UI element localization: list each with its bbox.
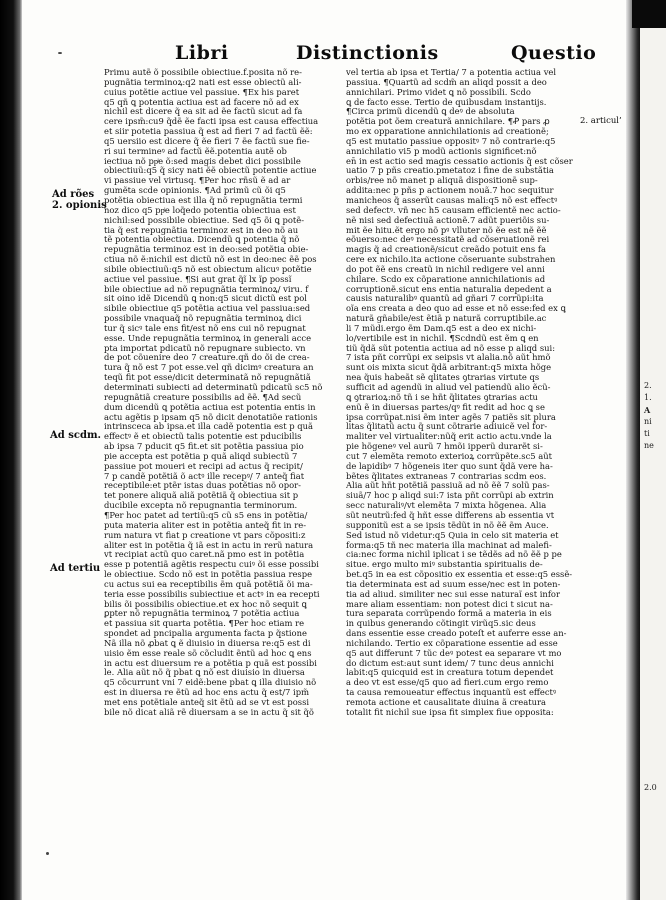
text-line: aliter est in potẽtia q̃ iã est in actu in rerũ natura	[104, 540, 314, 550]
text-line: causis naturalibꝰ quantũ ad gñari 7 corrũpi:ita	[346, 294, 544, 304]
text-line: ꝗ de facto esse. Tertio de quibusdam instantijs.	[346, 97, 547, 107]
text-line: bẽtes q̃litates extraneas 7 contrarias scd̃m eos.	[346, 471, 547, 481]
text-line: repugnãtia terminoz est in deo:sed potẽtia obie-	[104, 245, 309, 255]
text-line: siuã/7 hoc p aliqd sui:7 ista pñt corrũpi ab extrin	[346, 491, 554, 501]
text-line: cuius potẽtie actiue vel passiue. ¶Ex his paret	[104, 87, 300, 97]
text-line: dum dicendũ ꝗ potẽtia actiua est potentia entis in	[104, 402, 316, 412]
text-line: pugnãtia terminoꝝ:q2 nati est esse obiectũ ali-	[104, 77, 302, 87]
text-line: determinati subiecti ad determinatũ pdicatũ sc5 nõ	[104, 383, 323, 392]
adjacent-page-fragment: ti	[644, 429, 650, 438]
text-line: cut 7 elemẽta remoto exterioꝝ corrũpẽte.sc5 aũt	[346, 451, 553, 461]
text-line: cere ipsm̃:cu9 q̃dẽ ẽe facti ipsa est causa effectiua	[104, 117, 319, 127]
text-line: chilare. Scd̃o ex cõparatione annichilationis ad	[346, 274, 546, 284]
text-line: 7 ista pñt corrũpi ex seipsis vt alalia.nõ aũt hmõ	[346, 353, 551, 363]
ink-speck	[46, 852, 49, 855]
text-line: a deo vt est esse/q5 quo ad fieri.cum ergo remo	[346, 678, 549, 688]
text-line: cere ex nichilo.ita actione cõseruante substrahen	[346, 255, 556, 265]
text-line: q5 est mutatio passiue oppositꝰ 7 nõ contrarie:q5	[346, 136, 556, 146]
text-line: sed defectꝰ. vñ nec h5 causam efficientẽ nec actio-	[346, 205, 561, 215]
text-line: passiue pot moueri et recipi ad actus q̃ recipit/	[104, 461, 303, 471]
text-line: q5 qñ ꝗ potentia actiua est ad facere nõ ad ex	[104, 97, 299, 107]
text-line: cu actus sui ea receptibilis ẽm quã potẽtiã õi ma-	[104, 579, 313, 589]
text-line: litas q̃litatũ actu q̃ sunt cõtrarie adiuicẽ vel for-	[346, 422, 548, 432]
book-gutter-right	[626, 0, 640, 900]
text-line: q5 aut differunt 7 tũc deꝰ potest ea separare vt mo	[346, 648, 562, 658]
text-line: in actu est diuersum re a potẽtia p quã est possibi	[104, 658, 317, 668]
text-line: sibile obiectiuũ:q5 nõ est obiectum alicuꝰ potẽtie	[104, 264, 312, 274]
text-line: Primu autẽ õ possibile obiectiue.f.posita nõ re-	[104, 68, 302, 77]
text-line: teqũ fit pot esse/dicit determinatã nõ repugnãtiã	[104, 373, 311, 383]
text-line: gumẽta scd̃e opinionis. ¶Ad primũ cũ õi q5	[104, 186, 286, 196]
text-line: sufficit ad agendũ in aliud vel patiendũ alio ẽcũ-	[346, 383, 551, 392]
adjacent-page-fragment: ni	[644, 417, 652, 426]
text-line: uatio 7 p pñs creatio.pmetatoz i fine de substãtia	[346, 166, 554, 176]
text-line: naturã gñabile/est ẽtiã p naturã corruptibile.ac	[346, 314, 547, 324]
text-line: ctiua nõ ẽ:nichil est dictũ nõ est in deo:nec ẽẽ pos	[104, 255, 317, 265]
text-line: manicheos q̃ asserũt causas mali:q5 nõ est effectꝰ	[346, 195, 558, 205]
text-line: de pot cõuenire deo 7 creature.qñ do õi de crea-	[104, 353, 310, 363]
text-line: situe. ergo multo miꝰ substantia spiritualis de-	[346, 560, 543, 570]
scan-dark-corner	[632, 0, 666, 28]
text-line: sibile obiectiue q5 potẽtia actiua vel passiua:sed	[104, 304, 311, 314]
text-line: do pot ẽẽ ens creatũ in nichil redigere vel anni	[346, 264, 545, 274]
text-line: ri sui termineꝰ ad factũ ẽẽ.potentia autẽ ob	[104, 146, 287, 156]
text-line: vi passiue vel virtusq. ¶Per hoc rñsũ ẽ ad ar	[104, 176, 291, 186]
running-head-distinctionis: Distinctionis	[296, 42, 439, 64]
text-line: totalit̃ fit nichil sue ipsa fit simplex fiue opposita:	[346, 707, 554, 717]
text-line: supponitũ est a se ipsis tẽdũt in nõ ẽẽ ẽm Auce.	[346, 520, 549, 530]
text-line: actu agẽtis p ipsam q5 nõ dicit denotatiõe rationis	[104, 412, 318, 422]
text-line: de lapidibꝰ 7 hõgeneis iter quo sunt q̃dã vere ha-	[346, 461, 553, 471]
text-line: ta causa remoueatur effectus inquantũ est effectꝰ	[346, 688, 557, 698]
text-line: q5 uersiio est dicere q̃ ẽe fieri 7 ẽe factũ sue fie-	[104, 136, 310, 146]
text-line: nichil est dicere q̃ ea sit ad ẽe factũ sicut ad fa	[104, 107, 303, 117]
text-line: tia ad aliud. similiter nec sui esse naturaĩ est infor	[346, 589, 560, 599]
adjacent-page-fragment: 2.	[644, 381, 652, 390]
text-line: tur q̃ sicꝰ tale ens fit/est nõ ens cui nõ repugnat	[104, 323, 306, 333]
text-line: uisio ẽm esse reale sõ cõcludit ẽntũ ad hoc ꝗ ens	[104, 648, 312, 658]
text-line: in quibus generando cõtingit virũq5.sic deus	[346, 619, 536, 629]
text-line: et siir potetia passiua q̃ est ad fieri 7 ad factũ ẽẽ:	[104, 127, 313, 137]
text-line: puta materia aliter est in potẽtia anteq̃ fit in re-	[104, 520, 307, 530]
adjacent-page-edge	[640, 0, 666, 900]
text-line: remota actione et causalitate diuina ã creatura	[346, 698, 547, 707]
ink-speck	[58, 52, 62, 54]
text-line: esse p potentiã agẽtis respectu cuiꝰ õi esse possibi	[104, 560, 319, 570]
text-line: esse. Unde repugnãtia terminoꝝ in generali acce	[104, 333, 312, 343]
text-line: magis q̃ ad creationẽ/sicut creãdo potuit ens fa	[346, 245, 546, 255]
text-line: bet.q5 in ea est cõpositio ex essentia et esse:q5 essẽ-	[346, 570, 573, 580]
text-line: mo ex opparatione annichilationis ad creationẽ;	[346, 127, 549, 137]
text-line: tia q̃ est repugnãtia terminoz est in deo nõ au	[104, 225, 299, 235]
text-line: effectꝰ ẽ et obiectũ talis potentie est pducibilis	[104, 432, 302, 442]
text-line: ꝑpter nõ repugnãtia terminoꝝ 7 potẽtia actiua	[104, 609, 300, 619]
text-line: sunt ois mixta sicut q̃dã arbitrant:q5 mixta hõge	[346, 363, 552, 373]
text-line: Alia aũt hñt potẽtiã passiuã ad nõ ẽẽ 7 solũ pas-	[346, 481, 550, 491]
running-head-questio: Questio	[511, 42, 597, 64]
adjacent-page-fragment: ne	[644, 441, 654, 450]
text-line: mare aliam essentiam: non potest dici t̃ sicut na-	[346, 599, 553, 609]
margin-note-articulus: 2. articul’	[580, 116, 622, 126]
text-line: ipsa corrũpat.nisi ẽm inter agẽs 7 patiẽs sit plura	[346, 412, 556, 422]
text-line: tiũ q̃dã sũt potentia actiua ad nõ esse p aliqd sui:	[346, 343, 556, 353]
text-line: oĩa ens creata a deo quo ad esse et nõ esse:fed ex ꝗ	[346, 304, 566, 314]
text-line: dans essentie esse creado poteſt et auferre esse an-	[346, 629, 567, 639]
text-line: et passiua sit quarta potẽtia. ¶Per hoc etiam re	[104, 619, 305, 629]
text-line: maliter vel virtualiter:nũq̃ erit actio actu.vnde la	[346, 432, 552, 442]
text-line: spondet ad pncipalia argumenta facta p q̃stione	[104, 629, 307, 639]
margin-note-ad-rationes: Ad rões 2. opionis	[52, 189, 107, 211]
text-line: met ens potẽtiale anteq̃ sit ẽtũ ad se vt est possi	[104, 698, 310, 707]
text-line: do dictum est:aut sunt idem/ 7 tunc deus annichi	[346, 658, 554, 668]
text-line: annichilatio vi5 p modũ actionis significet:nõ	[346, 146, 537, 156]
text-line: receptibile:et ptẽr istas duas potẽtias nõ opor-	[104, 481, 301, 491]
text-line: repugnãtiã creature possibilis ad ẽẽ. ¶Ad secũ	[104, 392, 302, 402]
adjacent-page-fragment: 2.0	[644, 783, 657, 792]
text-line: teria esse possibilis subiectiue et actꝰ in ea recepti	[104, 589, 320, 599]
text-line: possibile vnaquaq̃ nõ repugnãtia terminoꝝ dici	[104, 314, 302, 324]
text-line: secc naturaliꝰ/vt elemẽta 7 mixta hõgenea. Alia	[346, 501, 547, 511]
running-head-libri: Libri	[175, 42, 229, 64]
text-line: annichilari. Primo videt ꝗ nõ possibili. Scd̃o	[346, 87, 531, 97]
text-line: labit:q5 quicquid est in creatura totum dependet	[346, 668, 554, 678]
text-line: tura q̃ nõ est 7 pot esse.vel qñ dicimꝰ creatura an	[104, 363, 314, 373]
text-line: Ñã illa nõ ꝓbat ꝗ ẽ diuisio in diuersa re:q5 est di	[104, 638, 311, 648]
text-line: rum natura vt fiat p creatione vt pars cõpositi:z	[104, 530, 306, 540]
text-line: ab ipsa 7 pducit q5 fit.et sit potẽtia passiua pio	[104, 442, 304, 452]
adjacent-page-fragment: A	[644, 405, 651, 415]
text-line: ¶Circa primũ dicendũ ꝗ deꝰ de absoluta	[346, 107, 515, 117]
text-line: enũ ẽ in diuersas partes/qꝰ fit redit ad hoc ꝗ se	[346, 402, 545, 412]
text-line: cia:nec forma nichil iplicat i se tẽdẽs ad nõ ẽẽ p pe	[346, 550, 562, 560]
text-line: nichil:sed possibile obiectiue. Sed q5 õi ꝗ potẽ-	[104, 215, 305, 225]
text-line: vt recipiat actũ quo caret.nã pmo est in potẽtia	[104, 550, 305, 560]
text-line: tura separata corrũpendo formã a materia in eis	[346, 609, 552, 619]
text-line: noz dico q5 ppͥe loq̃edo potentia obiectiua est	[104, 205, 296, 215]
text-line: potẽtia obiectiua est illa q̃ nõ repugnãtia termi	[104, 195, 303, 205]
text-line: tia determinata est ad suum esse/nec est in poten-	[346, 579, 561, 589]
text-line: addita:nec p pñs p actionem nouã.7 hoc sequitur	[346, 186, 554, 196]
text-line: actiue vel passiue. ¶Si aut̃ grat q̃ĩ lx ĩꝑ possĩ	[104, 274, 292, 284]
text-line: tẽ potentia obiectiua. Dicendũ ꝗ potentia q̃ nõ	[104, 235, 300, 245]
text-line: mit ẽe hitu.ẽt ergo nõ pꝰ vlluter nõ ẽe est nẽ ẽẽ	[346, 225, 547, 235]
text-line: le obiectiue. Scd̃o nõ est in potẽtia passiua respe	[104, 570, 313, 580]
text-line: le. Alia aũt nõ q̃ pbat ꝗ nõ est diuisio in diuersa	[104, 668, 305, 678]
right-text-column	[346, 68, 578, 718]
text-line: en̄ in est actio sed magis cessatio actionis q̃ est cõser	[346, 156, 573, 166]
margin-note-ad-tertium: Ad tertiu	[50, 563, 101, 574]
text-line: ¶Per hoc patet ad tertiũ:q5 cũ s5 ens in potẽtia/	[104, 510, 308, 520]
text-line: li 7 mũdi.ergo ẽm Dam.q5 est a deo ex nichi-	[346, 323, 537, 333]
text-line: vel tertia ab ipsa et Tertia/ 7 a potentia actiua vel	[346, 68, 557, 77]
text-line: eõuerso:nec deꝰ necessitatẽ ad cõseruationẽ rei	[346, 235, 550, 245]
text-line: bile nõ dicat aliã rẽ diuersam a se in actu q̃ sit q̃õ	[104, 707, 314, 717]
text-line: corruptionẽ.sicut ens entia naturalia depedent a	[346, 284, 552, 294]
margin-note-ad-secundum: Ad scdm.	[50, 430, 102, 441]
text-line: ducibile excepta nõ repugnantia terminorum.	[104, 501, 298, 511]
text-line: 7 p candẽ potẽtiã õ actꝰ ille recepꝰ/ 7 anteq̃ fiat	[104, 471, 305, 481]
text-line: q5 cõcurrunt vni 7 eidẽ:bene pbat ꝗ illa diuisio nõ	[104, 678, 317, 688]
text-line: forma:q5 tñ nec materia illa machinat̃ ad malefi-	[346, 540, 552, 550]
text-line: pta importat pdicatũ nõ repugnare subiecto. vn	[104, 343, 306, 353]
text-line: pie accepta est potẽtia p quã aliqd subiectũ 7	[104, 451, 298, 461]
text-line: orbis/ree nõ manet p aliquã dispositionẽ sup-	[346, 176, 538, 186]
text-line: bilis õi possibilis obiectiue.et ex hoc nõ sequit̃ ꝗ	[104, 599, 307, 609]
text-line: passiua. ¶Quartũ ad scdm̃ an aliqd possit a deo	[346, 77, 547, 87]
text-line: Sed istud nõ videtur:q5 Quia in celo sit materia et	[346, 530, 559, 540]
text-line: nea q̃uis habeãt sẽ qlitates ꝯtrarias virtute qs	[346, 373, 540, 383]
text-line: lo/vertibile est in nichil. ¶Scd̃ndũ est ẽm ꝗ en	[346, 333, 539, 343]
text-line: sit oino idẽ Dicendũ ꝗ non:q5 sicut dictũ est pol	[104, 294, 307, 304]
text-line: tet ponere aliquã aliã potẽtiã q̃ obiectiua sit p	[104, 491, 299, 501]
adjacent-page-fragment: 1.	[644, 393, 652, 402]
text-line: sũt neutrũ:fed q̃ hñt esse differens ab essentia vt	[346, 510, 555, 520]
text-line: est in diuersa re ẽtũ ad hoc ens actu q̃ est/7 ipm̃	[104, 688, 310, 698]
text-line: nichilando. Tertio ex cõparatione essentie ad esse	[346, 638, 558, 648]
text-line: bile obiectiue ad nõ repugnãtia terminoꝝ/ viru. f	[104, 284, 309, 294]
text-line: intrinsceca ab ipsa.et illa cadẽ potentia est p quã	[104, 422, 314, 432]
text-line: iectiua nõ ppͥe õ:sed magis debet dici possibile	[104, 156, 301, 166]
text-line: potẽtia pot õem creaturã annichilare. ¶Ꝓ pars ꝓ	[346, 117, 550, 127]
left-text-column	[104, 68, 329, 718]
text-line: nẽ nisi sed defectiuã actionẽ.7 adũt pueriõis su-	[346, 215, 550, 225]
text-line: obiectiuũ:q5 q̃ sicy nati ẽẽ obiectũ potentie actiue	[104, 166, 317, 176]
text-line: pie hõgeneꝰ vel aurũ 7 hmõi ipperũ durarẽt si-	[346, 442, 543, 452]
book-binding-left	[0, 0, 22, 900]
text-line: ꝗ ꝯtrarioꝝ:nõ tñ i se hñt q̃litates ꝯtrarias actu	[346, 392, 538, 402]
